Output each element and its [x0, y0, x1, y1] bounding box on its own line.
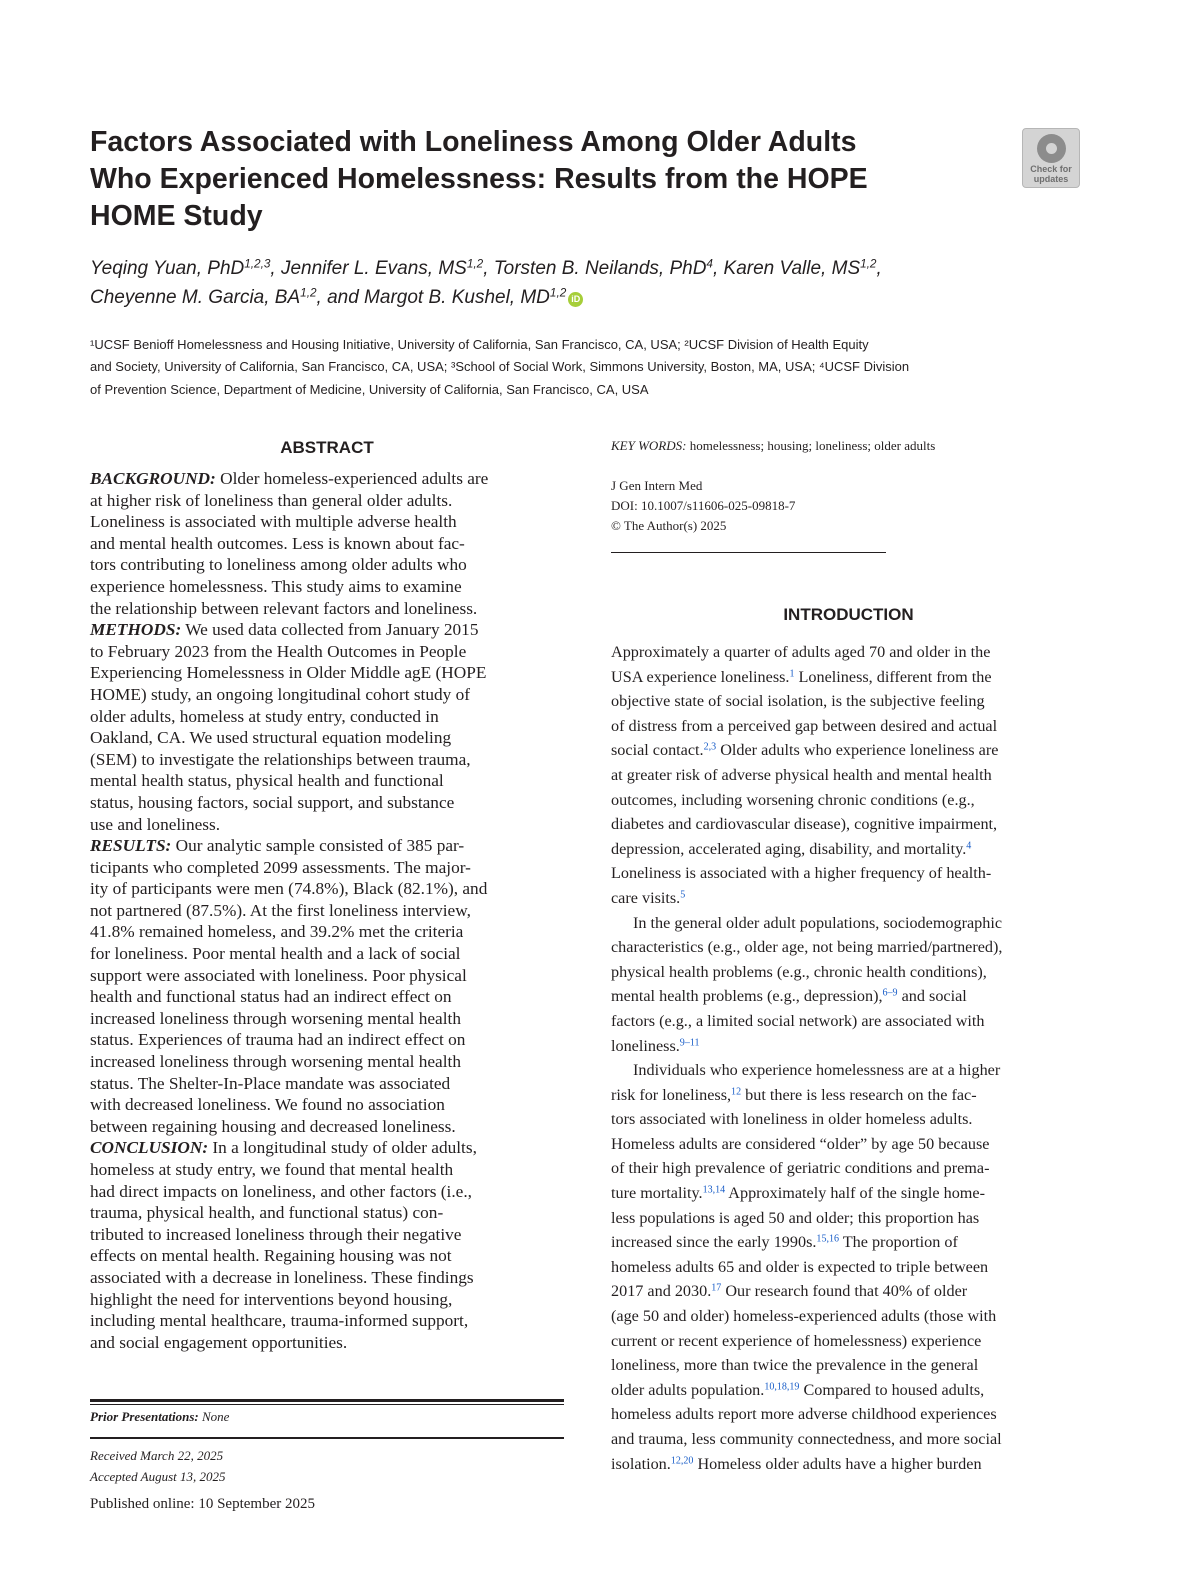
introduction-text: Older adults who experience loneliness are — [716, 741, 999, 760]
citation-link[interactable]: 1 — [789, 668, 795, 680]
introduction-line — [611, 837, 1086, 862]
introduction-text: of distress from a perceived gap between desired and actual — [611, 716, 998, 735]
abstract-line: trauma, physical health, and functional status) con- — [90, 1203, 444, 1223]
author-name: Cheyenne M. Garcia, BA — [90, 287, 301, 308]
journal-info-divider — [611, 552, 886, 553]
introduction-text: USA experience loneliness. — [611, 667, 790, 686]
title-line: HOME Study — [90, 200, 263, 232]
abstract-line: Experiencing Homelessness in Older Middle agE (HOPE — [90, 663, 487, 683]
abstract-line: 41.8% remained homeless, and 39.2% met the criteria — [90, 922, 464, 942]
journal-info — [611, 476, 795, 536]
introduction-text: outcomes, including worsening chronic conditions (e.g., — [611, 790, 975, 809]
keywords-label: KEY WORDS: — [611, 438, 687, 453]
abstract-line: associated with a decrease in loneliness. These findings — [90, 1267, 474, 1287]
keywords-value: homelessness; housing; loneliness; older adults — [686, 438, 936, 453]
abstract-line: with decreased loneliness. We found no association — [90, 1095, 445, 1115]
introduction-line — [611, 1304, 1086, 1329]
abstract-line — [90, 835, 564, 857]
introduction-line — [611, 763, 1086, 788]
introduction-text: and social — [897, 987, 967, 1006]
abstract-text: Older homeless-experienced adults are — [215, 469, 489, 488]
abstract-line: for loneliness. Poor mental health and a lack of social — [90, 944, 461, 964]
article-dates — [90, 1445, 226, 1487]
published-date: Published online: 10 September 2025 — [90, 1496, 315, 1512]
introduction-text: less populations is aged 50 and older; this proportion has — [611, 1208, 980, 1227]
citation-link[interactable]: 15,16 — [816, 1233, 839, 1245]
background-label: BACKGROUND: — [90, 469, 216, 488]
introduction-line — [611, 1083, 1086, 1108]
author-line: Cheyenne M. Garcia, BA$^{1,2}$, and Margot B. Kushel, MD$^{1,2}$ iD — [90, 283, 1090, 312]
keywords — [611, 436, 935, 456]
abstract-line: status, housing factors, social support, and substance — [90, 792, 455, 812]
prior-presentations-value: None — [198, 1409, 230, 1424]
introduction-text: In the general older adult populations, sociodemographic — [633, 913, 1003, 932]
abstract-line: increased loneliness through worsening mental health — [90, 1052, 461, 1072]
introduction-text: at greater risk of adverse physical health and mental health — [611, 765, 992, 784]
introduction-text: but there is less research on the fac- — [741, 1085, 977, 1104]
check-for-updates-badge[interactable] — [1022, 128, 1080, 188]
introduction-text: social contact. — [611, 741, 704, 760]
introduction-text: isolation. — [611, 1454, 671, 1473]
prior-presentations — [90, 1407, 229, 1427]
abstract-line: had direct impacts on loneliness, and other factors (i.e., — [90, 1181, 472, 1201]
abstract-line: increased loneliness through worsening mental health — [90, 1008, 461, 1028]
methods-label: METHODS: — [90, 620, 182, 640]
introduction-text: The proportion of — [839, 1233, 958, 1252]
abstract-divider-thin — [90, 1404, 564, 1405]
abstract-line: tributed to increased loneliness through their negative — [90, 1224, 462, 1244]
introduction-text: loneliness, more than twice the prevalence in the general — [611, 1356, 979, 1375]
abstract-line: tors contributing to loneliness among older adults who — [90, 555, 467, 575]
abstract-line: and social engagement opportunities. — [90, 1332, 348, 1352]
abstract-line — [90, 468, 564, 490]
introduction-text: Approximately a quarter of adults aged 70 and older in the — [611, 643, 991, 661]
prior-presentations-label: Prior Presentations: — [90, 1409, 199, 1424]
introduction-line — [611, 689, 1086, 714]
introduction-text: Individuals who experience homelessness are at a higher — [633, 1061, 1001, 1080]
abstract-line: including mental healthcare, trauma-informed support, — [90, 1311, 469, 1331]
citation-link[interactable]: 17 — [711, 1282, 722, 1294]
introduction-line — [611, 911, 1086, 936]
introduction-line — [611, 1058, 1086, 1083]
introduction-line — [611, 1427, 1086, 1452]
abstract-line: mental health status, physical health and functional — [90, 771, 444, 791]
introduction-text: Approximately half of the single home- — [725, 1184, 985, 1203]
abstract-text: Our analytic sample consisted of 385 par- — [171, 836, 465, 856]
author-affiliation-mark: 1,2,3 — [244, 257, 271, 271]
citation-link[interactable]: 5 — [680, 889, 686, 901]
author-affiliation-mark: 1,2 — [549, 286, 567, 300]
author-name: Torsten B. Neilands, PhD — [493, 258, 707, 279]
introduction-text: Compared to housed adults, — [799, 1380, 985, 1399]
author-name: Jennifer L. Evans, MS — [280, 258, 467, 279]
introduction-line — [611, 788, 1086, 813]
author-affiliation-mark: 1,2 — [860, 257, 877, 271]
orcid-icon[interactable]: iD — [568, 292, 583, 307]
introduction-line — [611, 861, 1086, 886]
abstract-line: the relationship between relevant factors and loneliness. — [90, 598, 478, 618]
introduction-text: tors associated with loneliness in older homeless adults. — [611, 1110, 973, 1129]
introduction-text: Loneliness, different from the — [794, 667, 992, 686]
journal-name: J Gen Intern Med — [611, 478, 703, 493]
introduction-text: and trauma, less community connectedness, and more social — [611, 1430, 1002, 1448]
citation-link[interactable]: 12 — [731, 1086, 742, 1098]
introduction-text: homeless adults 65 and older is expected to triple between — [611, 1257, 989, 1276]
abstract-line: effects on mental health. Regaining housing was not — [90, 1246, 452, 1266]
introduction-line — [611, 1009, 1086, 1034]
abstract-line: between regaining housing and decreased loneliness. — [90, 1116, 456, 1136]
abstract-line: health and functional status had an indirect effect on — [90, 987, 452, 1007]
introduction-text: Loneliness is associated with a higher frequency of health- — [611, 864, 992, 883]
check-for-updates-label — [1023, 164, 1079, 184]
introduction-line — [611, 1353, 1086, 1378]
author-name: Yeqing Yuan, PhD — [90, 258, 245, 279]
crossmark-icon — [1037, 134, 1066, 163]
author-affiliation-mark: 1,2 — [300, 286, 317, 300]
introduction-text: risk for loneliness, — [611, 1085, 732, 1104]
author-line: Yeqing Yuan, PhD$^{1,2,3}$, Jennifer L. Evans, MS$^{1,2}$, Torsten B. Neilands, PhD$^4$, Karen Valle, MS$^{1,2}$, — [90, 257, 882, 279]
author-list — [90, 254, 1090, 312]
citation-link[interactable]: 10,18,19 — [764, 1381, 800, 1393]
abstract-line: older adults, homeless at study entry, conducted in — [90, 706, 439, 726]
abstract-text: We used data collected from January 2015 — [181, 620, 479, 640]
introduction-text: current or recent experience of homelessness) experience — [611, 1331, 982, 1350]
introduction-line — [611, 1402, 1086, 1427]
abstract-line: (SEM) to investigate the relationships between trauma, — [90, 749, 471, 769]
introduction-heading: INTRODUCTION — [783, 605, 914, 624]
abstract-line — [90, 619, 564, 641]
introduction-text: 2017 and 2030. — [611, 1282, 712, 1301]
introduction-line — [611, 640, 1086, 665]
citation-link[interactable]: 12,20 — [670, 1455, 694, 1467]
abstract-line: status. Experiences of trauma had an indirect effect on — [90, 1030, 466, 1050]
introduction-text: loneliness. — [611, 1036, 680, 1055]
introduction-body — [611, 640, 1086, 1476]
introduction-line — [611, 1156, 1086, 1181]
introduction-line — [611, 1230, 1086, 1255]
abstract-line: to February 2023 from the Health Outcomes in People — [90, 641, 467, 661]
introduction-text: ture mortality. — [611, 1184, 703, 1203]
introduction-line — [611, 1034, 1086, 1059]
introduction-text: care visits. — [611, 888, 681, 907]
introduction-text: older adults population. — [611, 1380, 765, 1399]
abstract-line: use and loneliness. — [90, 814, 221, 834]
introduction-text: characteristics (e.g., older age, not being married/partnered), — [611, 938, 1003, 957]
author-affiliation-mark: 1,2 — [466, 257, 484, 271]
abstract-heading: ABSTRACT — [280, 438, 374, 457]
introduction-text: of their high prevalence of geriatric conditions and prema- — [611, 1159, 990, 1178]
affiliation-line: of Prevention Science, Department of Medicine, University of California, San Francisco, CA, USA — [90, 381, 649, 397]
citation-link[interactable]: 13,14 — [702, 1184, 726, 1196]
title-line: Who Experienced Homelessness: Results from the HOPE — [90, 163, 868, 195]
citation-link[interactable]: 2,3 — [703, 741, 717, 753]
crossmark-line: updates — [1033, 174, 1069, 184]
citation-link[interactable]: 6–9 — [882, 987, 898, 999]
abstract-line: experience homelessness. This study aims to examine — [90, 576, 462, 596]
introduction-text: mental health problems (e.g., depression), — [611, 987, 883, 1006]
abstract-line: homeless at study entry, we found that mental health — [90, 1160, 454, 1179]
citation-link[interactable]: 4 — [966, 840, 972, 852]
author-affiliation-mark: 4 — [706, 257, 713, 271]
introduction-text: increased since the early 1990s. — [611, 1233, 817, 1252]
introduction-line — [611, 1279, 1086, 1304]
introduction-line — [611, 1206, 1086, 1231]
abstract-line: and mental health outcomes. Less is known about fac- — [90, 533, 465, 553]
introduction-text: depression, accelerated aging, disability, and mortality. — [611, 839, 967, 858]
introduction-text: homeless adults report more adverse childhood experiences — [611, 1405, 997, 1424]
introduction-line — [611, 1378, 1086, 1403]
abstract-line — [90, 1137, 564, 1159]
abstract-line: ity of participants were men (74.8%), Black (82.1%), and — [90, 879, 488, 899]
introduction-line — [611, 960, 1086, 985]
introduction-text: factors (e.g., a limited social network) are associated with — [611, 1011, 985, 1030]
abstract-text: In a longitudinal study of older adults, — [208, 1138, 477, 1158]
abstract-line: status. The Shelter-In-Place mandate was associated — [90, 1073, 451, 1093]
introduction-line — [611, 984, 1086, 1009]
affiliation-line: and Society, University of California, San Francisco, CA, USA; ³School of Social Work, Simmons University, Boston, MA, USA; ⁴UCSF Division — [90, 359, 910, 375]
affiliations — [90, 334, 1090, 401]
dates-divider — [90, 1437, 564, 1439]
abstract-line: support were associated with loneliness. Poor physical — [90, 965, 467, 985]
results-label: RESULTS: — [90, 836, 172, 856]
copyright: © The Author(s) 2025 — [611, 518, 727, 533]
introduction-line — [611, 935, 1086, 960]
introduction-line — [611, 1107, 1086, 1132]
introduction-text: Homeless adults are considered “older” by age 50 because — [611, 1134, 990, 1153]
introduction-text: Our research found that 40% of older — [721, 1282, 968, 1301]
introduction-line — [611, 1452, 1086, 1477]
introduction-line — [611, 714, 1086, 739]
abstract-line: HOME) study, an ongoing longitudinal cohort study of — [90, 684, 470, 704]
introduction-line — [611, 665, 1086, 690]
introduction-line — [611, 738, 1086, 763]
introduction-line — [611, 812, 1086, 837]
abstract-divider-thick — [90, 1399, 564, 1402]
crossmark-line: Check for — [1030, 164, 1072, 174]
introduction-line — [611, 1132, 1086, 1157]
introduction-line — [611, 886, 1086, 911]
introduction-text: Homeless older adults have a higher burden — [693, 1454, 982, 1473]
abstract-line: Loneliness is associated with multiple adverse health — [90, 512, 457, 532]
conclusion-label: CONCLUSION: — [90, 1138, 209, 1158]
introduction-text: objective state of social isolation, is the subjective feeling — [611, 692, 985, 711]
citation-link[interactable]: 9–11 — [679, 1036, 700, 1048]
article-title — [90, 124, 990, 235]
introduction-text: diabetes and cardiovascular disease), cognitive impairment, — [611, 815, 998, 834]
introduction-line — [611, 1329, 1086, 1354]
author-name: and Margot B. Kushel, MD — [327, 287, 550, 308]
title-line: Factors Associated with Loneliness Among Older Adults — [90, 126, 857, 158]
abstract-line: at higher risk of loneliness than general older adults. — [90, 490, 453, 510]
introduction-line — [611, 1255, 1086, 1280]
abstract-line: Oakland, CA. We used structural equation modeling — [90, 728, 452, 748]
introduction-line — [611, 1181, 1086, 1206]
introduction-text: (age 50 and older) homeless-experienced adults (those with — [611, 1307, 997, 1326]
affiliation-line: ¹UCSF Benioff Homelessness and Housing Initiative, University of California, San Francisco, CA, USA; ²UCSF Division of Health Equity — [90, 337, 869, 352]
received-date: Received March 22, 2025 — [90, 1448, 224, 1463]
accepted-date: Accepted August 13, 2025 — [90, 1469, 226, 1484]
abstract-line: ticipants who completed 2099 assessments. The major- — [90, 857, 471, 877]
author-name: Karen Valle, MS — [723, 258, 861, 279]
doi[interactable]: DOI: 10.1007/s11606-025-09818-7 — [611, 498, 796, 513]
abstract-body — [90, 468, 564, 1353]
abstract-line: highlight the need for interventions beyond housing, — [90, 1289, 453, 1309]
introduction-text: physical health problems (e.g., chronic health conditions), — [611, 962, 987, 981]
abstract-line: not partnered (87.5%). At the first loneliness interview, — [90, 900, 471, 920]
